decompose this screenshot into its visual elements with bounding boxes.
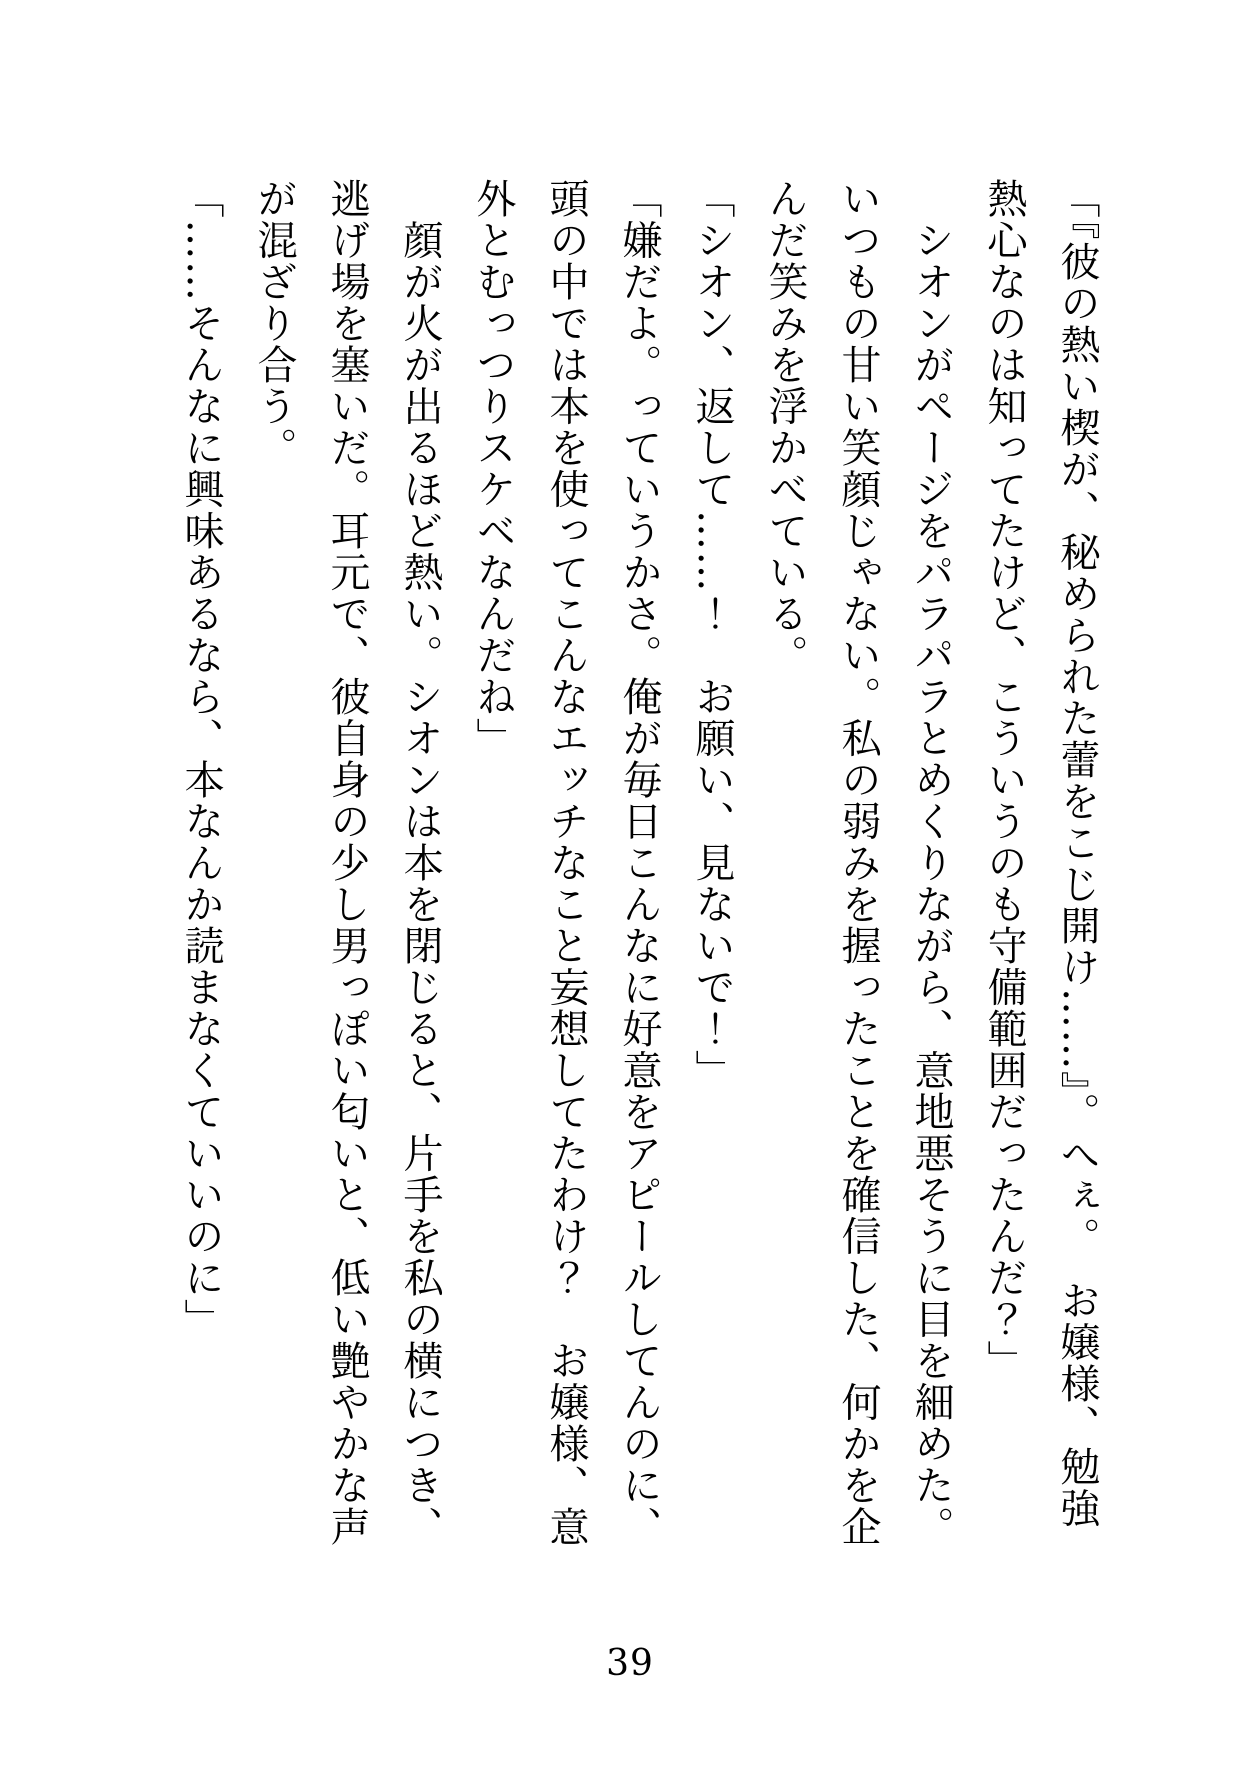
text-line: シオンがページをパラパラとめくりながら、意地悪そうに目を細めた。 bbox=[908, 178, 954, 1548]
text-line: いつもの甘い笑顔じゃない。私の弱みを握ったことを確信した、何かを企 bbox=[835, 178, 881, 1548]
text-line: 頭の中では本を使ってこんなエッチなこと妄想してたわけ？ お嬢様、意 bbox=[543, 178, 589, 1548]
text-line: 「嫌だよ。っていうかさ。俺が毎日こんなに好意をアピールしてんのに、 bbox=[616, 178, 662, 1548]
text-line: 逃げ場を塞いだ。耳元で、彼自身の少し男っぽい匂いと、低い艶やかな声 bbox=[324, 178, 370, 1548]
text-line: 「……そんなに興味あるなら、本なんか読まなくていいのに」 bbox=[178, 178, 224, 1340]
text-line: 外とむっつりスケベなんだね」 bbox=[470, 178, 516, 759]
text-line: 「『彼の熱い楔が、秘められた蕾をこじ開け……』。へぇ。 お嬢様、勉強 bbox=[1054, 178, 1100, 1529]
page-number: 39 bbox=[606, 1643, 654, 1684]
text-line: 顔が火が出るほど熱い。シオンは本を閉じると、片手を私の横につき、 bbox=[397, 178, 443, 1548]
vertical-text-block bbox=[164, 178, 1113, 1658]
text-line: 「シオン、返して……！ お願い、見ないで！」 bbox=[689, 178, 735, 1091]
text-line: 熱心なのは知ってたけど、こういうのも守備範囲だったんだ？」 bbox=[981, 178, 1027, 1382]
text-line: が混ざり合う。 bbox=[251, 178, 297, 469]
text-line: んだ笑みを浮かべている。 bbox=[762, 178, 808, 676]
